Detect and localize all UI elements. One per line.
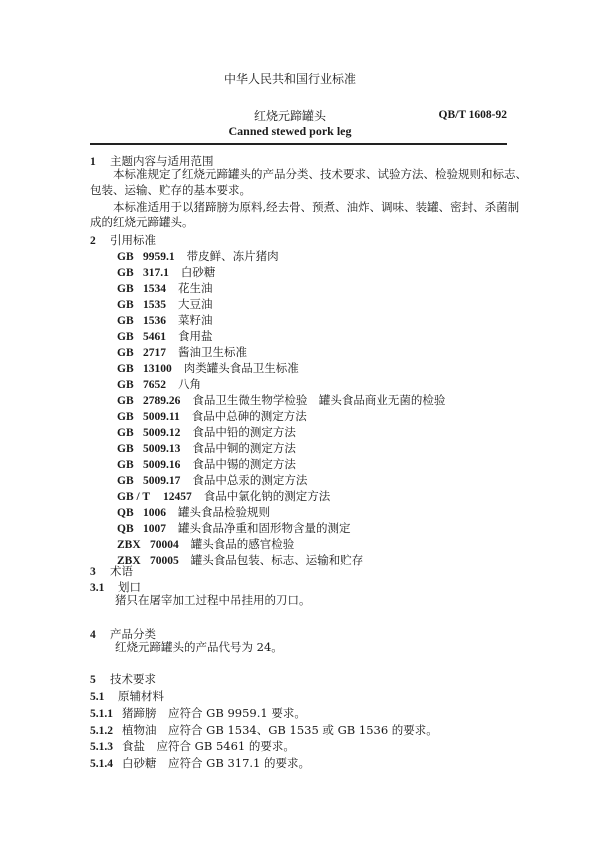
- reference-item: GB 1536 菜籽油: [117, 313, 213, 327]
- section-number: 5: [90, 674, 96, 686]
- header-rule: [90, 143, 507, 145]
- reference-item: GB 5461 食用盐: [117, 329, 213, 343]
- section-5-1-heading: [90, 687, 164, 704]
- section-title: 术语: [110, 564, 133, 578]
- reference-item: GB 1535 大豆油: [117, 297, 213, 311]
- requirement-item: 5.1.3 食盐 应符合 GB 5461 的要求。: [90, 739, 295, 753]
- reference-item: ZBX 70004 罐头食品的感官检验: [117, 537, 295, 551]
- subsection-number: 5.1: [90, 691, 105, 703]
- section-number: 3: [90, 566, 96, 578]
- section-4-text: 红烧元蹄罐头的产品代号为 24。: [115, 640, 283, 654]
- reference-item: ZBX 70005 罐头食品包装、标志、运输和贮存: [117, 553, 364, 567]
- reference-item: GB 5009.17 食品中总汞的测定方法: [117, 473, 308, 487]
- section-title: 主题内容与适用范围: [110, 154, 214, 168]
- org-title: 中华人民共和国行业标准: [223, 72, 356, 86]
- section-number: 1: [90, 156, 96, 168]
- reference-item: GB 7652 八角: [117, 377, 201, 391]
- doc-code: QB/T 1608-92: [438, 109, 507, 121]
- section-1-para2-line1: 本标准适用于以猪蹄膀为原料,经去骨、预煮、油炸、调味、装罐、密封、杀菌制: [113, 200, 520, 214]
- doc-title-cn: 红烧元蹄罐头: [253, 109, 326, 123]
- reference-item: GB 2717 酱油卫生标准: [117, 345, 247, 359]
- section-3-1-text: 猪只在屠宰加工过程中吊挂用的刀口。: [115, 593, 311, 607]
- reference-item: GB 5009.11 食品中总砷的测定方法: [117, 409, 307, 423]
- reference-item: GB 5009.12 食品中铅的测定方法: [117, 425, 296, 439]
- section-title: 技术要求: [110, 672, 156, 686]
- reference-item: GB / T 12457 食品中氯化钠的测定方法: [117, 489, 331, 503]
- reference-item: GB 1534 花生油: [117, 281, 213, 295]
- reference-item: QB 1007 罐头食品净重和固形物含量的测定: [117, 521, 351, 535]
- subsection-number: 3.1: [90, 582, 105, 594]
- section-5-heading: [90, 670, 156, 687]
- section-title: 引用标准: [110, 233, 156, 247]
- section-title: 产品分类: [110, 627, 156, 641]
- reference-item: GB 5009.16 食品中锡的测定方法: [117, 457, 296, 471]
- section-1-para2-line2: 成的红烧元蹄罐头。: [90, 215, 194, 229]
- requirement-item: 5.1.4 白砂糖 应符合 GB 317.1 的要求。: [90, 756, 311, 770]
- reference-item: GB 5009.13 食品中铜的测定方法: [117, 441, 296, 455]
- reference-item: GB 2789.26 食品卫生微生物学检验 罐头食品商业无菌的检验: [117, 393, 446, 407]
- requirement-item: 5.1.2 植物油 应符合 GB 1534、GB 1535 或 GB 1536 的要求。: [90, 723, 438, 737]
- requirement-item: 5.1.1 猪蹄膀 应符合 GB 9959.1 要求。: [90, 706, 306, 720]
- subsection-title: 原辅材料: [118, 689, 164, 703]
- reference-item: GB 317.1 白砂糖: [117, 265, 216, 279]
- section-1-para1-line1: 本标准规定了红烧元蹄罐头的产品分类、技术要求、试验方法、检验规则和标志、: [113, 167, 527, 181]
- section-3-heading: [90, 562, 133, 579]
- reference-item: GB 13100 肉类罐头食品卫生标准: [117, 361, 299, 375]
- reference-item: GB 9959.1 带皮鲜、冻片猪肉: [117, 249, 279, 263]
- section-1-para1-line2: 包装、运输、贮存的基本要求。: [90, 183, 251, 197]
- section-number: 2: [90, 235, 96, 247]
- doc-title-en: Canned stewed pork leg: [228, 124, 352, 138]
- section-2-heading: [90, 231, 156, 248]
- section-number: 4: [90, 629, 96, 641]
- subsection-title: 划口: [118, 580, 141, 594]
- reference-item: QB 1006 罐头食品检验规则: [117, 505, 270, 519]
